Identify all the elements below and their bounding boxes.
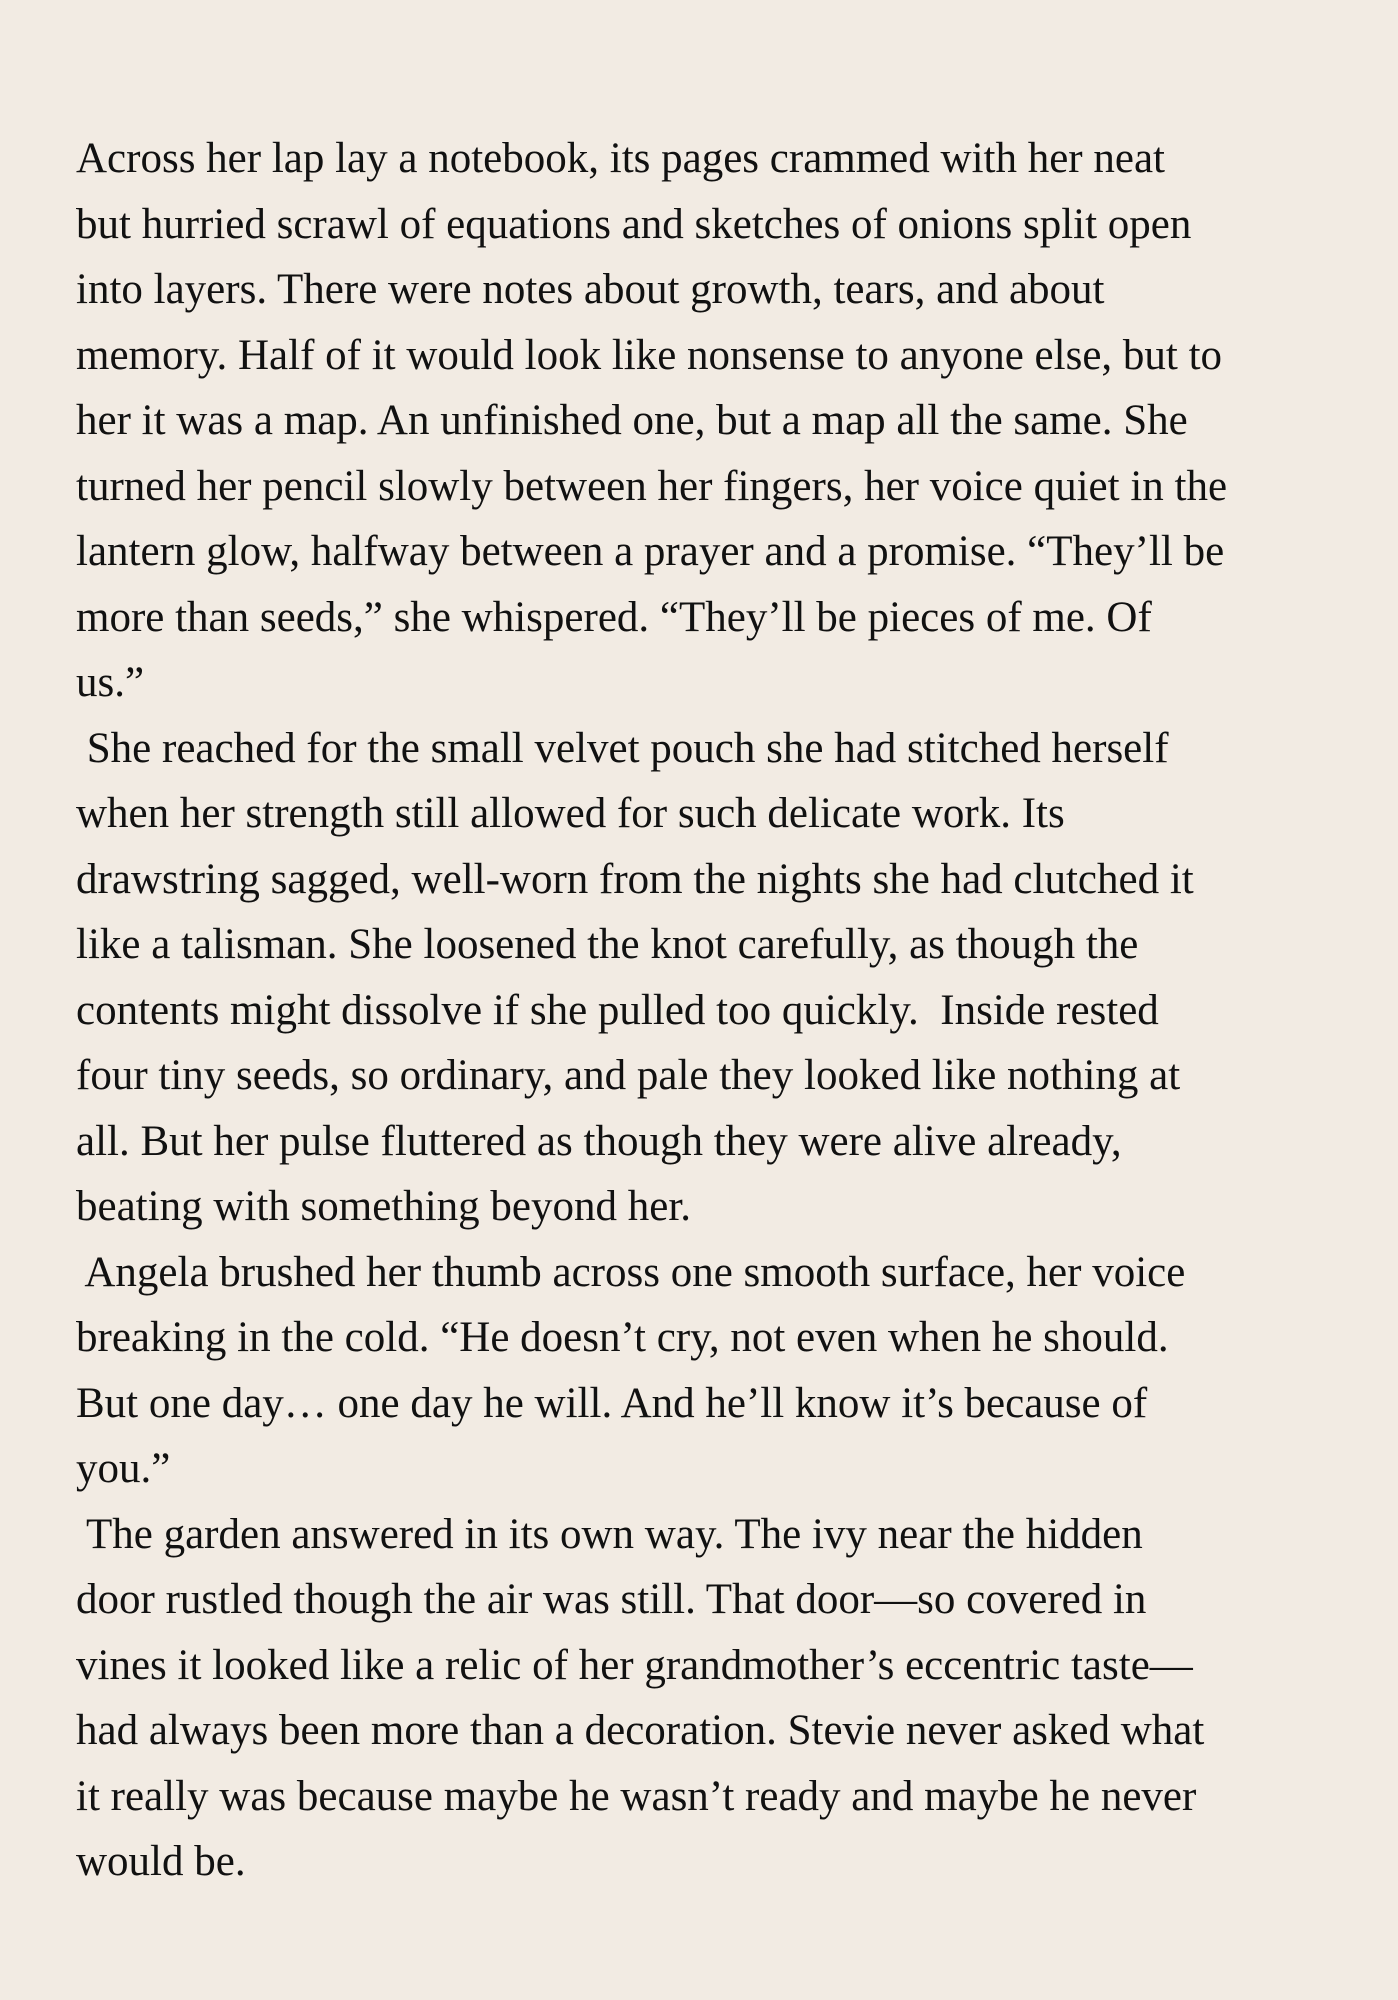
- paragraph: [76, 716, 1358, 1240]
- text-line: four tiny seeds, so ordinary, and pale they looked like nothing at: [76, 1052, 1181, 1099]
- text-line: The garden answered in its own way. The ivy near the hidden: [76, 1510, 1143, 1558]
- text-line: her it was a map. An unfinished one, but a map all the same. She: [76, 397, 1188, 444]
- text-line: us.”: [76, 659, 145, 706]
- text-line: But one day… one day he will. And he’ll know it’s because of: [76, 1379, 1148, 1427]
- text-line: Across her lap lay a notebook, its pages crammed with her neat: [76, 135, 1165, 182]
- text-line: door rustled though the air was still. That door—so covered in: [76, 1576, 1147, 1623]
- text-line: all. But her pulse fluttered as though they were alive already,: [76, 1117, 1122, 1165]
- text-line: Angela brushed her thumb across one smooth surface, her voice: [76, 1248, 1186, 1296]
- text-line: more than seeds,” she whispered. “They’ll be pieces of me. Of: [76, 593, 1152, 641]
- text-line: breaking in the cold. “He doesn’t cry, not even when he should.: [76, 1314, 1169, 1361]
- text-line: She reached for the small velvet pouch she had stitched herself: [76, 724, 1169, 772]
- text-line: memory. Half of it would look like nonsense to anyone else, but to: [76, 331, 1223, 379]
- text-line: had always been more than a decoration. Stevie never asked what: [76, 1707, 1205, 1754]
- paragraph: [76, 1502, 1358, 1895]
- text-line: it really was because maybe he wasn’t ready and maybe he never: [76, 1772, 1197, 1820]
- text-line: into layers. There were notes about growth, tears, and about: [76, 266, 1105, 313]
- text-line: you.”: [76, 1445, 171, 1492]
- text-line: contents might dissolve if she pulled too quickly. Inside rested: [76, 986, 1159, 1034]
- text-line: beating with something beyond her.: [76, 1183, 692, 1230]
- text-line: turned her pencil slowly between her fingers, her voice quiet in the: [76, 462, 1228, 510]
- text-line: but hurried scrawl of equations and sketches of onions split open: [76, 200, 1192, 248]
- text-line: like a talisman. She loosened the knot carefully, as though the: [76, 921, 1139, 968]
- text-line: would be.: [76, 1838, 246, 1885]
- text-line: lantern glow, halfway between a prayer and a promise. “They’ll be: [76, 528, 1225, 575]
- paragraph: [76, 126, 1358, 716]
- text-content: [76, 126, 1358, 1895]
- text-line: vines it looked like a relic of her grandmother’s eccentric taste—: [76, 1641, 1193, 1689]
- text-line: drawstring sagged, well-worn from the nights she had clutched it: [76, 855, 1194, 903]
- paragraph: [76, 1240, 1358, 1502]
- text-line: when her strength still allowed for such delicate work. Its: [76, 790, 1065, 837]
